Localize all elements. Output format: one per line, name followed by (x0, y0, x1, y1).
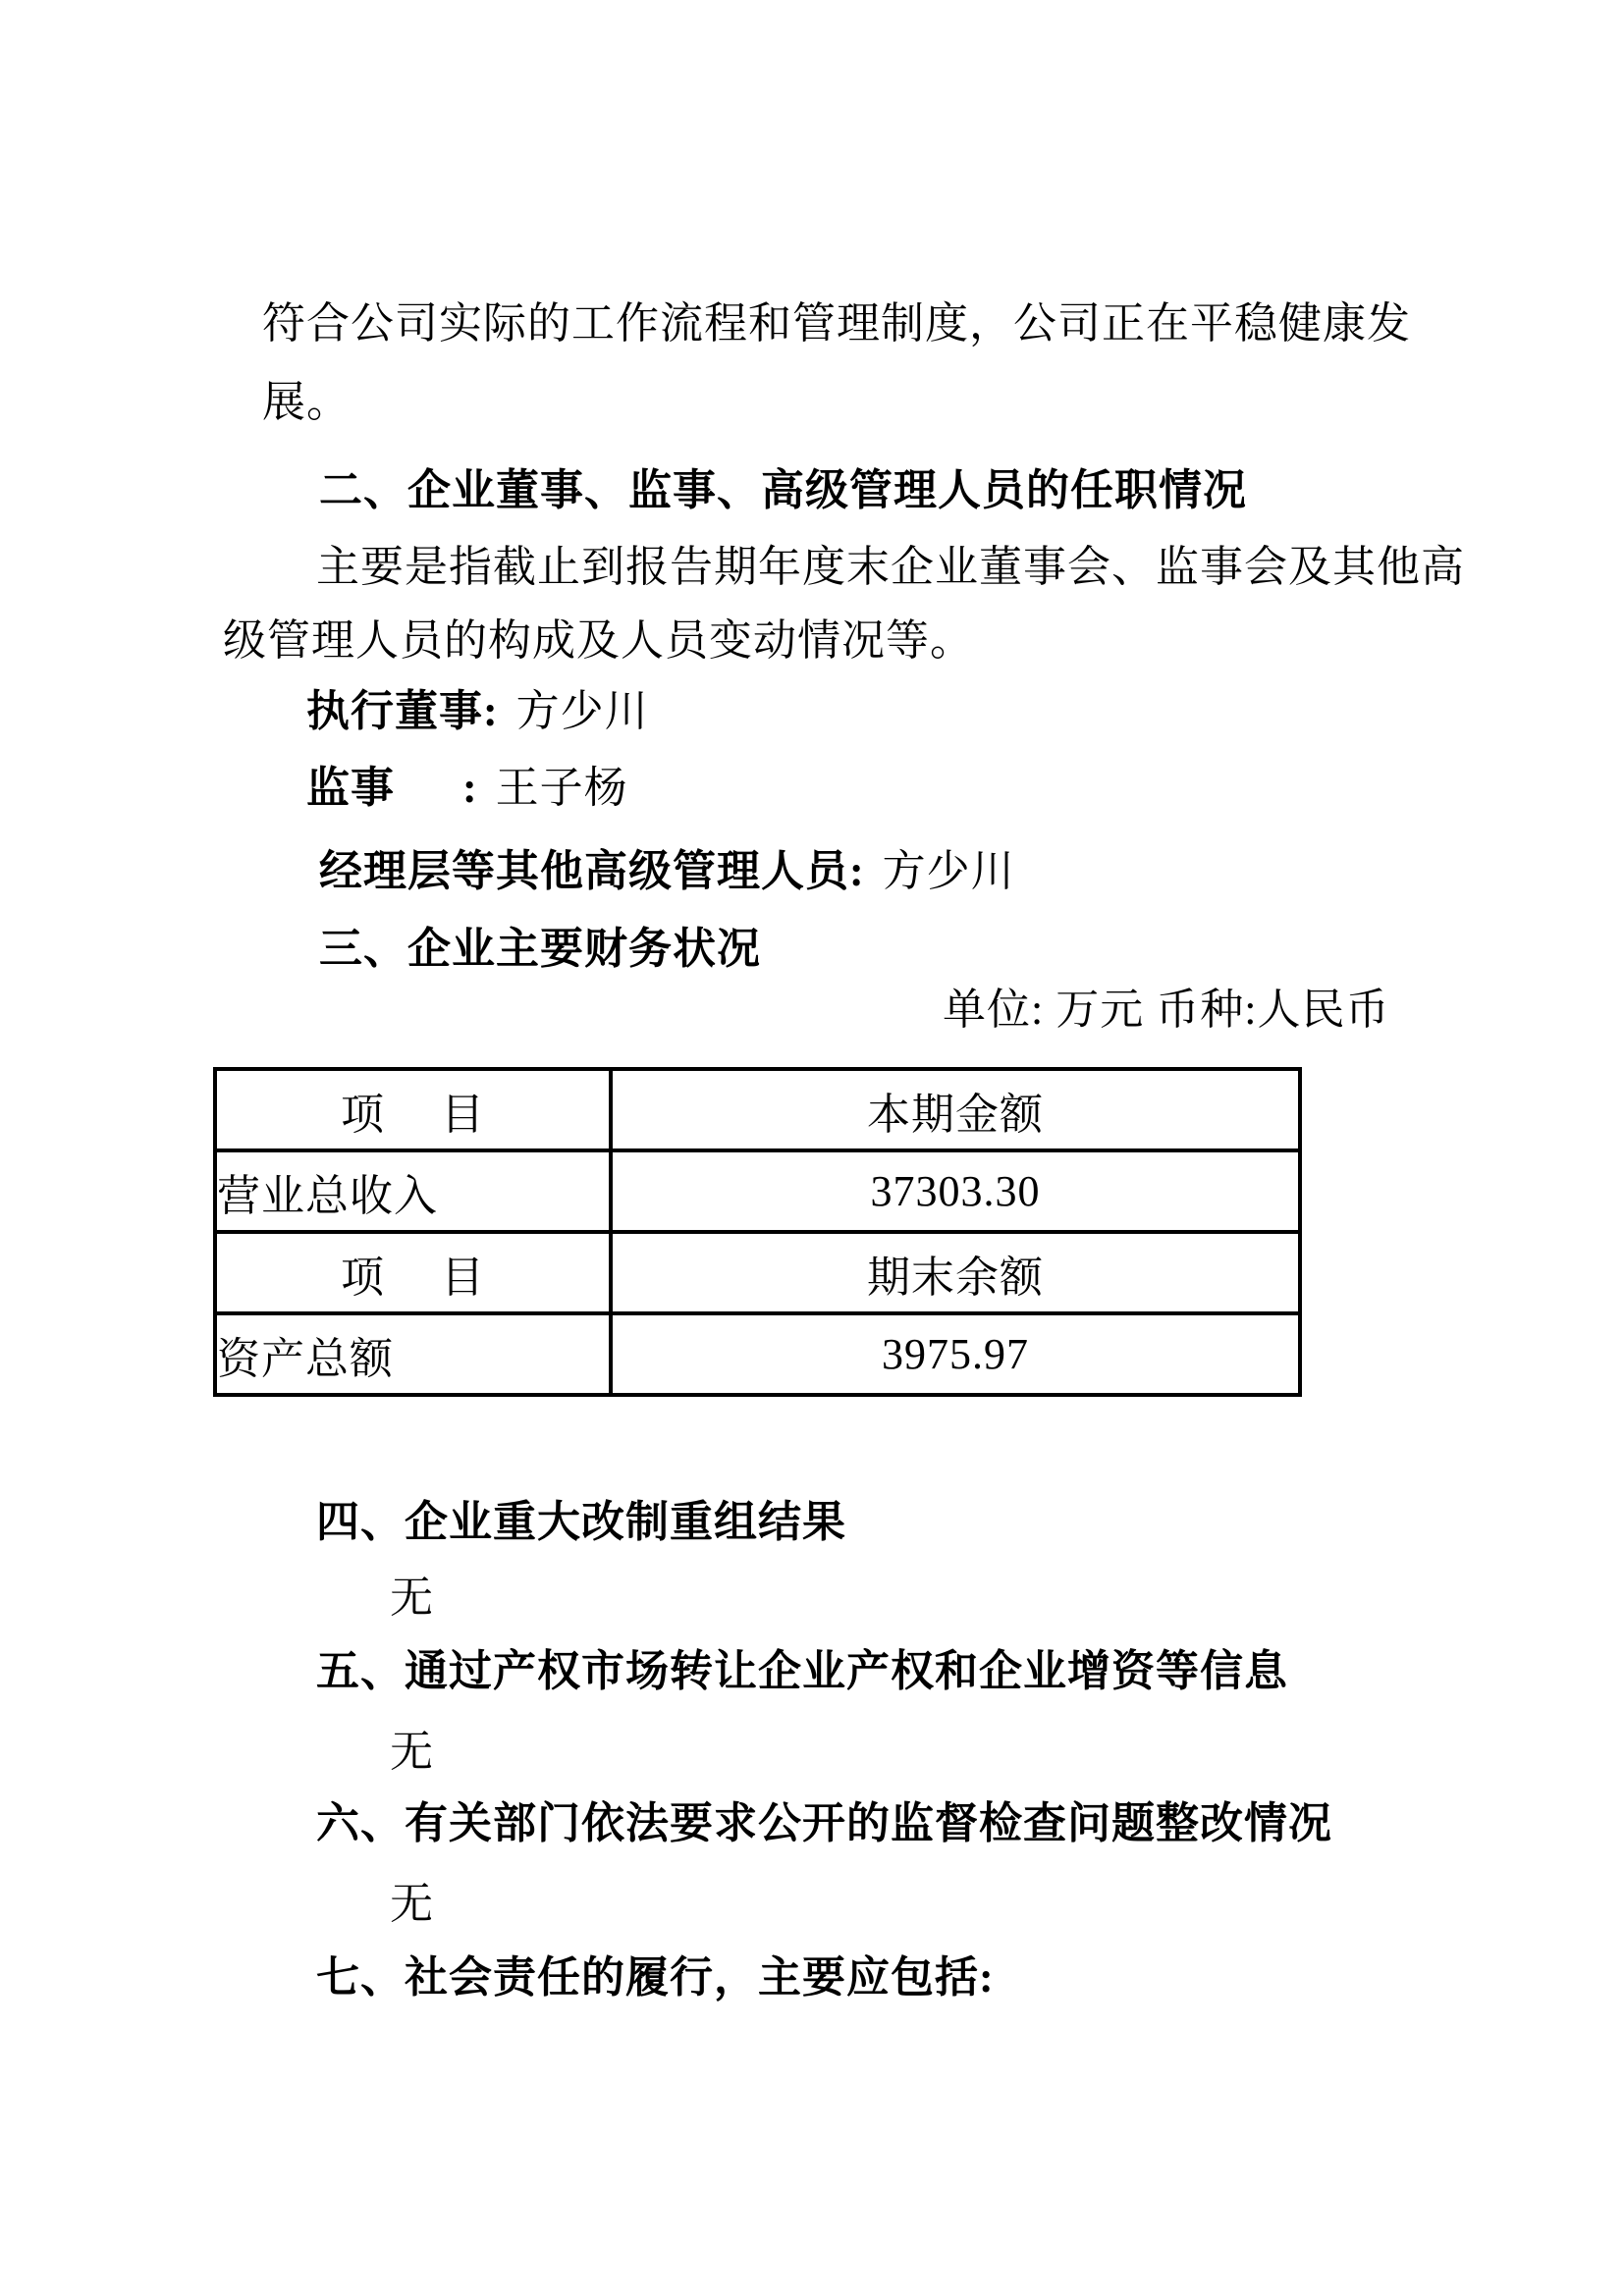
supervisor-name: 王子杨 (495, 764, 628, 812)
table-row (215, 1150, 1300, 1232)
management-label: 经理层等其他高级管理人员: (319, 847, 865, 895)
section3-heading: 三、企业主要财务状况 (319, 925, 761, 973)
supervisor-line (306, 764, 628, 812)
table-cell-assets-label: 资产总额 (215, 1313, 611, 1395)
unit-currency-note: 单位: 万元 币种:人民币 (943, 986, 1390, 1034)
executive-director-label: 执行董事: (306, 687, 499, 735)
table-cell-amount-header: 本期金额 (611, 1069, 1300, 1150)
table-cell-revenue-value: 37303.30 (611, 1150, 1300, 1232)
section2-body-line2: 级管理人员的构成及人员变动情况等。 (223, 616, 974, 665)
section7-heading: 七、社会责任的履行，主要应包括: (316, 1953, 995, 2002)
table-row (215, 1232, 1300, 1313)
supervisor-label: 监事 : (306, 764, 478, 812)
management-name: 方少川 (882, 847, 1015, 895)
section4-heading: 四、企业重大改制重组结果 (316, 1498, 846, 1546)
section5-heading: 五、通过产权市场转让企业产权和企业增资等信息 (316, 1647, 1288, 1695)
section2-heading: 二、企业董事、监事、高级管理人员的任职情况 (319, 466, 1247, 514)
table-row (215, 1069, 1300, 1150)
intro-paragraph-line1: 符合公司实际的工作流程和管理制度，公司正在平稳健康发 (262, 299, 1411, 347)
table-row (215, 1313, 1300, 1395)
section6-heading: 六、有关部门依法要求公开的监督检查问题整改情况 (316, 1799, 1332, 1847)
section5-content: 无 (390, 1728, 434, 1776)
financial-table (213, 1067, 1302, 1397)
intro-paragraph-line2: 展。 (262, 378, 351, 426)
table-cell-item-header-2: 项 目 (215, 1232, 611, 1313)
table-cell-assets-value: 3975.97 (611, 1313, 1300, 1395)
section4-content: 无 (390, 1574, 434, 1622)
table-cell-revenue-label: 营业总收入 (215, 1150, 611, 1232)
section6-content: 无 (390, 1880, 434, 1928)
table-cell-balance-header: 期末余额 (611, 1232, 1300, 1313)
section2-body-line1: 主要是指截止到报告期年度末企业董事会、监事会及其他高 (316, 543, 1465, 591)
executive-director-name: 方少川 (515, 687, 649, 735)
table-cell-item-header: 项 目 (215, 1069, 611, 1150)
executive-director-line (306, 687, 649, 735)
management-line (319, 847, 1015, 895)
